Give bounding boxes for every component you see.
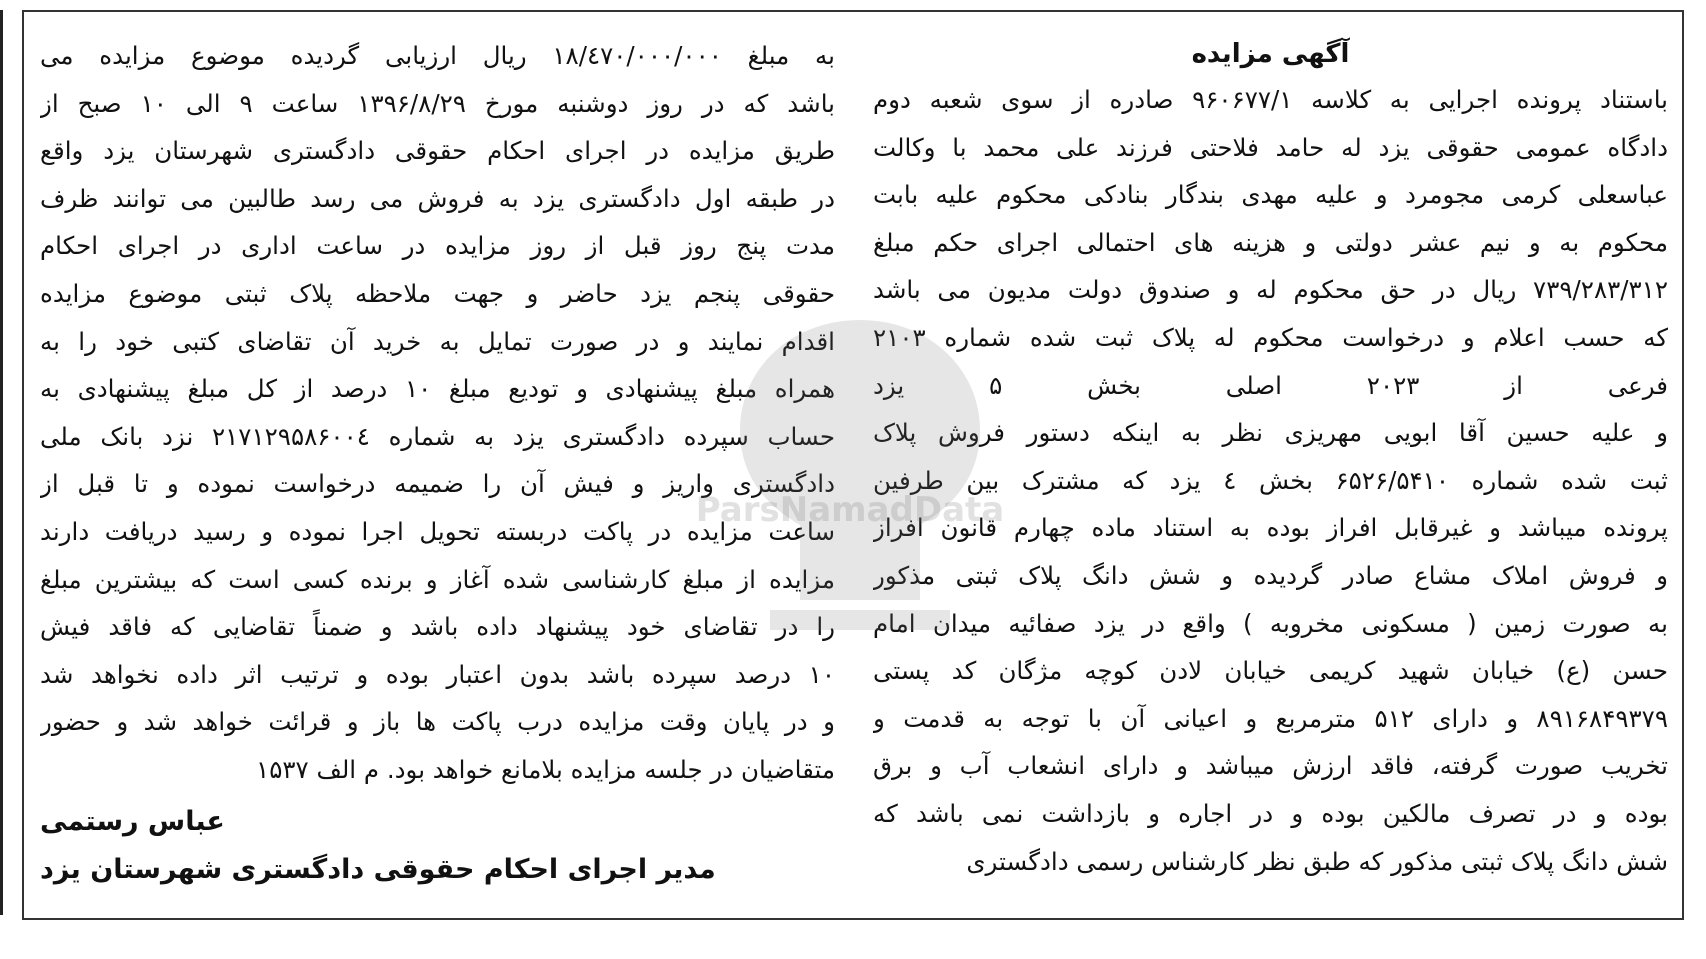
- notice-text-line: باستناد پرونده اجرایی به کلاسه ۹۶۰۶۷۷/۱ صادره از سوی شعبه دوم: [873, 85, 1668, 114]
- notice-right-column: [873, 12, 1668, 918]
- notice-text-line: مدت پنج روز قبل از روز مزایده در ساعت اداری در اجرای احکام: [40, 231, 835, 261]
- left-column-text: [40, 32, 835, 794]
- signature-name: عباس رستمی: [40, 805, 225, 837]
- notice-text-line: ساعت مزایده در پاکت دربسته تحویل اجرا نموده و رسید دریافت دارند: [40, 516, 835, 546]
- notice-text-line: باشد که در روز دوشنبه مورخ ۱۳۹۶/۸/۲۹ ساعت ۹ الی ۱۰ صبح از: [40, 88, 835, 118]
- signature-title: مدیر اجرای احکام حقوقی دادگستری شهرستان یزد: [40, 853, 716, 885]
- notice-text-line: شش دانگ پلاک ثبتی مذکور که طبق نظر کارشناس رسمی دادگستری: [966, 846, 1668, 876]
- notice-text-line: را در تقاضای خود پیشنهاد داده باشد و ضمناً تقاضایی که فاقد فیش: [40, 612, 835, 642]
- notice-text-line: متقاضیان در جلسه مزایده بلامانع خواهد بود. م الف ۱۵۳۷: [256, 754, 835, 784]
- notice-text-line: در طبقه اول دادگستری یزد به فروش می رسد طالبین می توانند ظرف: [40, 183, 835, 213]
- notice-text-line: پرونده میباشد و غیرقابل افراز بوده به استناد ماده چهارم قانون افراز: [873, 513, 1668, 543]
- notice-text-line: طریق مزایده در اجرای احکام حقوقی دادگستری شهرستان یزد واقع: [40, 136, 835, 166]
- notice-text-line: دادگاه عمومی حقوقی یزد له حامد فلاحتی فرزند علی محمد با وکالت: [873, 132, 1668, 162]
- notice-text-line: و علیه حسین آقا ابویی مهریزی نظر به اینکه دستور فروش پلاک: [873, 418, 1668, 448]
- notice-text-line: تخریب صورت گرفته، فاقد ارزش میباشد و دارای انشعاب آب و برق: [873, 751, 1668, 781]
- notice-text-line: حقوقی پنجم یزد حاضر و جهت ملاحظه پلاک ثبتی موضوع مزایده: [40, 278, 835, 308]
- notice-text-line: اقدام نمایند و در صورت تمایل به خرید آن تقاضای کتبی خود را به: [40, 326, 835, 356]
- notice-text-line: که حسب اعلام و درخواست محکوم له پلاک ثبت شده شماره ۲۱۰۳: [873, 322, 1668, 352]
- notice-text-line: محکوم به و نیم عشر دولتی و هزینه های احتمالی اجرای حکم مبلغ: [873, 227, 1668, 257]
- notice-text-line: مزایده از مبلغ کارشناسی شده آغاز و برنده کسی است که بیشترین مبلغ: [40, 564, 835, 594]
- notice-text-line: و در پایان وقت مزایده درب پاکت ها باز و قرائت خواهد شد و حضور: [40, 707, 835, 737]
- watermark-text: ParsNamadData: [695, 490, 1005, 530]
- notice-left-column: [40, 12, 835, 918]
- notice-text-line: ۷۳۹/۲۸۳/۳۱۲ ریال در حق محکوم له و صندوق دولت مدیون می باشد: [873, 275, 1668, 305]
- notice-text-line: ۸۹۱۶۸۴۹۳۷۹ و دارای ۵۱۲ مترمربع و اعیانی آن با توجه به قدمت و: [873, 703, 1668, 733]
- notice-text-line: به مبلغ ۱۸/٤۷۰/۰۰۰/۰۰۰ ریال ارزیابی گردیده موضوع مزایده می: [40, 41, 835, 70]
- auction-notice: [22, 10, 1684, 920]
- page-edge-line: [0, 10, 3, 915]
- notice-text-line: ۱۰ درصد سپرده باشد بدون اعتبار بوده و ترتیب اثر داده نخواهد شد: [40, 659, 835, 689]
- notice-text-line: فرعی از ۲۰۲۳ اصلی بخش ۵ یزد: [873, 370, 1668, 400]
- notice-text-line: همراه مبلغ پیشنهادی و تودیع مبلغ ۱۰ درصد از کل مبلغ پیشنهادی به: [40, 374, 835, 404]
- notice-text-line: ثبت شده شماره ۶۵۲۶/۵۴۱۰ بخش ٤ یزد که مشترک بین طرفین: [873, 465, 1668, 495]
- notice-title: آگهی مزایده: [1191, 39, 1350, 69]
- notice-text-line: دادگستری واریز و فیش آن را ضمیمه درخواست نموده و تا قبل از: [40, 469, 835, 499]
- notice-text-line: حساب سپرده دادگستری یزد به شماره ۲۱۷۱۲۹۵۸۶۰۰٤ نزد بانک ملی: [40, 421, 835, 451]
- notice-text-line: حسن (ع) خیابان شهید کریمی خیابان لادن کوچه مژگان کد پستی: [873, 656, 1668, 686]
- notice-text-line: و فروش املاک مشاع صادر گردیده و شش دانگ پلاک ثبتی مذکور: [873, 560, 1668, 590]
- right-column-text: [873, 76, 1668, 885]
- notice-text-line: بوده و در تصرف مالکین بوده و در اجاره و بازداشت نمی باشد که: [873, 798, 1668, 828]
- notice-text-line: عباسعلی کرمی مجومرد و علیه مهدی بندگار بنادکی محکوم علیه بابت: [873, 180, 1668, 210]
- notice-text-line: به صورت زمین ( مسکونی مخروبه ) واقع در یزد صفائیه میدان امام: [873, 608, 1668, 638]
